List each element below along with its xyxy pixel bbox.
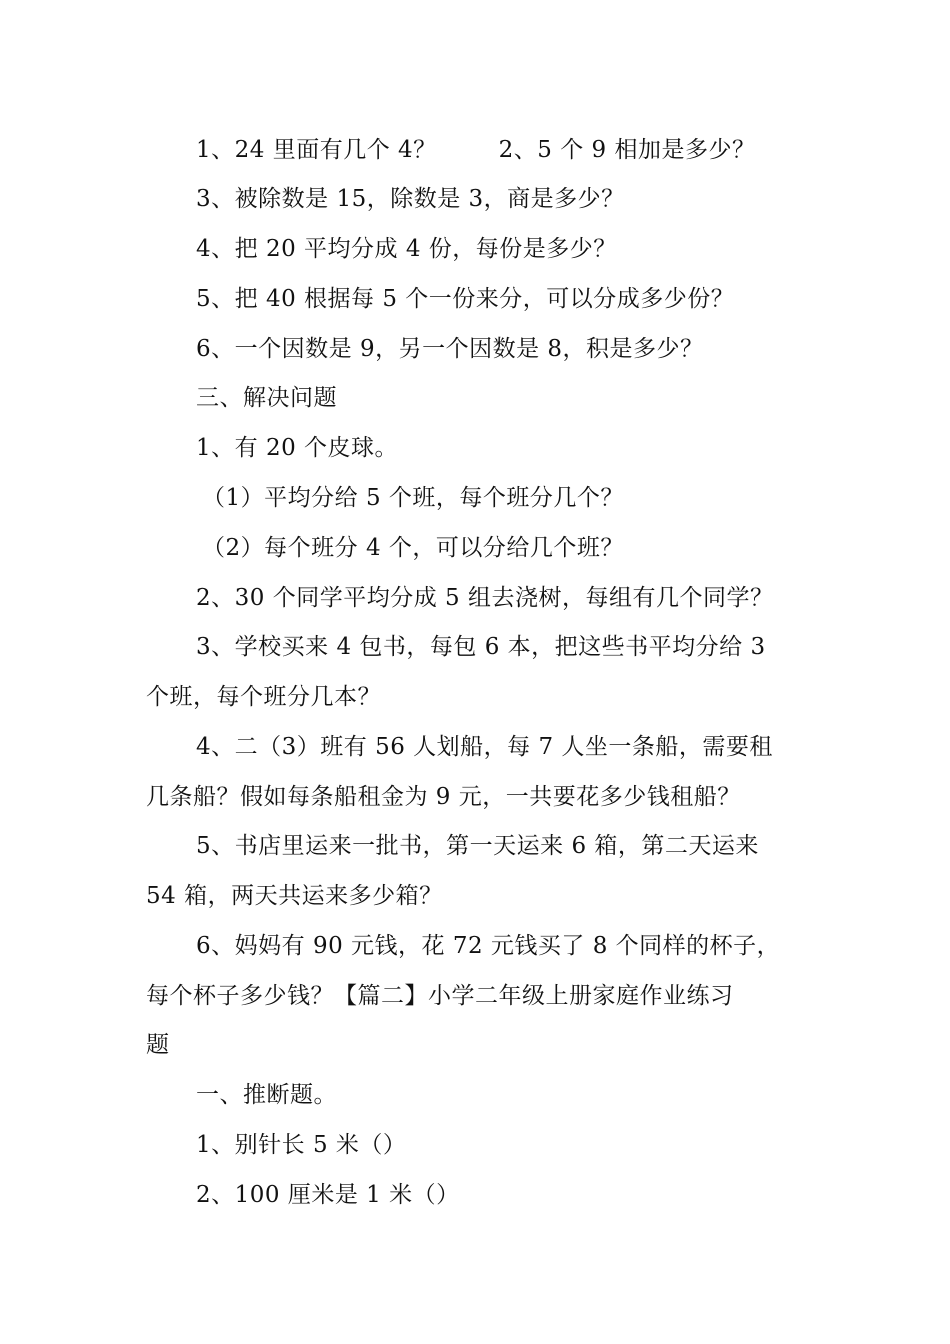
section-heading: 三、解决问题 — [196, 385, 337, 411]
section-heading: 一、推断题。 — [196, 1082, 337, 1108]
question-line: 5、书店里运来一批书，第一天运来 6 箱，第二天运来 — [196, 833, 759, 859]
question-line: 3、被除数是 15，除数是 3，商是多少？ — [196, 186, 625, 212]
question-line-continued: 个班，每个班分几本？ — [146, 684, 381, 710]
question-line: 3、学校买来 4 包书，每包 6 本，把这些书平均分给 3 — [196, 634, 766, 660]
question-line: 5、把 40 根据每 5 个一份来分，可以分成多少份？ — [196, 286, 735, 312]
question-line: 4、把 20 平均分成 4 份，每份是多少？ — [196, 236, 617, 262]
question-line: 2、100 厘米是 1 米（） — [196, 1182, 460, 1208]
question-line: 4、二（3）班有 56 人划船，每 7 人坐一条船，需要租 — [196, 734, 773, 760]
question-text: 1、24 里面有几个 4？ — [196, 137, 437, 163]
question-line-continued: 54 箱，两天共运来多少箱？ — [146, 883, 443, 909]
sub-question-line: （1）平均分给 5 个班，每个班分几个？ — [202, 485, 624, 511]
question-text: 2、5 个 9 相加是多少？ — [498, 137, 756, 163]
question-line-continued: 每个杯子多少钱？【篇二】小学二年级上册家庭作业练习 — [146, 983, 734, 1009]
sub-question-line: （2）每个班分 4 个，可以分给几个班？ — [202, 535, 624, 561]
question-line: 6、一个因数是 9，另一个因数是 8，积是多少？ — [196, 336, 704, 362]
question-line: 2、30 个同学平均分成 5 组去浇树，每组有几个同学？ — [196, 585, 774, 611]
question-line: 6、妈妈有 90 元钱，花 72 元钱买了 8 个同样的杯子， — [196, 933, 781, 959]
question-line-continued: 题 — [146, 1032, 170, 1058]
question-line: 1、有 20 个皮球。 — [196, 435, 399, 461]
question-line-continued: 几条船？假如每条船租金为 9 元，一共要花多少钱租船？ — [146, 784, 741, 810]
question-line — [146, 135, 860, 165]
question-line: 1、别针长 5 米（） — [196, 1132, 407, 1158]
